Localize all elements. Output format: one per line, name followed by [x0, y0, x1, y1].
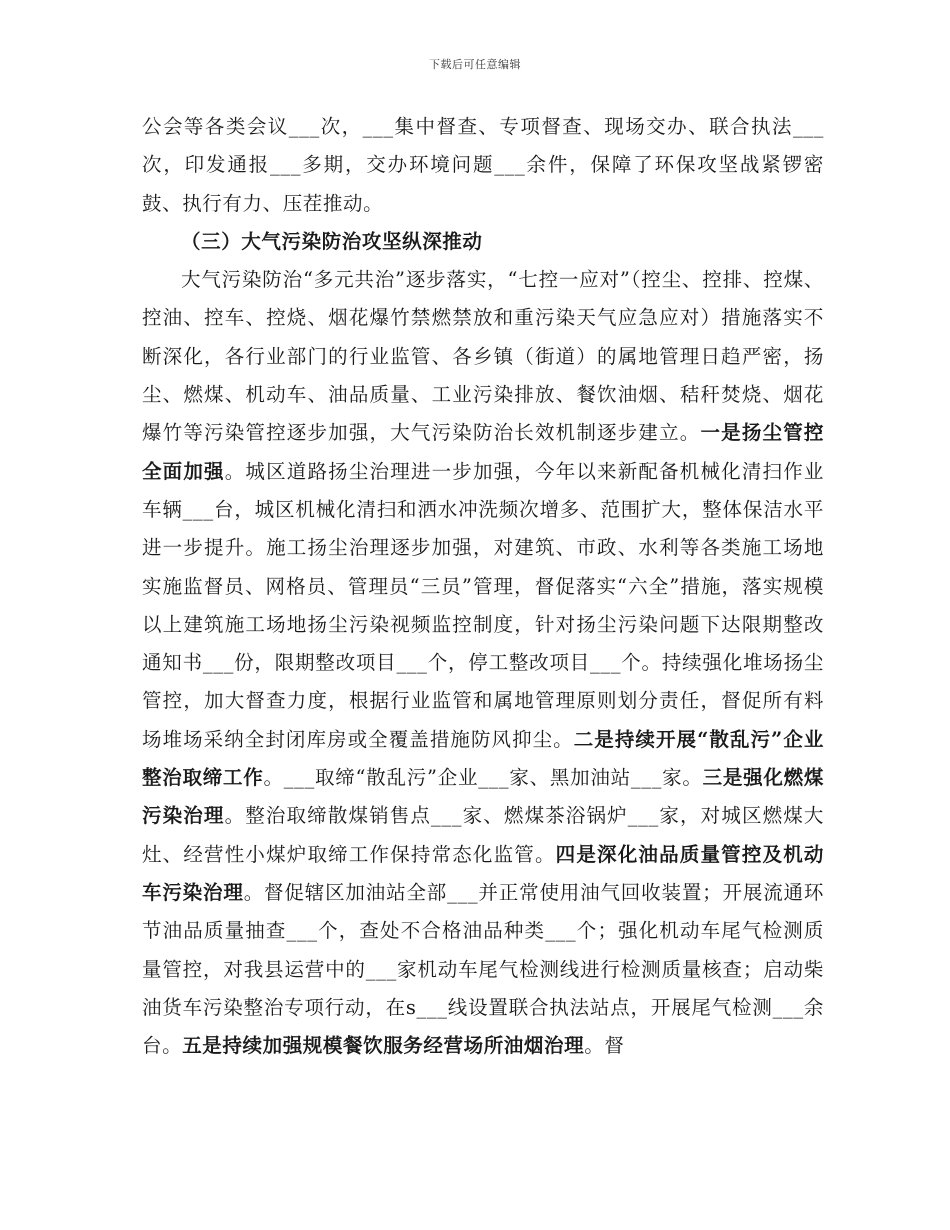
document-body — [142, 108, 824, 1065]
section-heading — [142, 223, 824, 261]
paragraph-air-pollution — [142, 261, 824, 1065]
text-segment: 大气污染防治“多元共治”逐步落实，“七控一应对”（控尘、控排、控煤、控油、控车、控烧、烟花爆竹禁燃禁放和重污染天气应急应对）措施落实不断深化，各行业部门的行业监管、各乡镇（街道）的属地管理日趋严密，扬尘、燃煤、机动车、油品质量、工业污染排放、餐饮油烟、秸秆焚烧、烟花爆竹等污染管控逐步加强，大气污染防治长效机制逐步建立。 — [142, 268, 824, 445]
heading-text: （三）大气污染防治攻坚纵深推动 — [181, 229, 483, 253]
text-segment: 。___取缔“散乱污”企业___家、黑加油站___家。 — [263, 766, 703, 790]
text-segment: 。整治取缔散煤销售点___家、燃煤茶浴锅炉___家，对城区燃煤大灶、经营性小煤炉取缔工作保持常态化监管。 — [142, 804, 825, 866]
bold-point-2: 二是持续开展“散乱污”企业整治取缔工作 — [142, 727, 824, 790]
text-segment: 。督 — [584, 1034, 625, 1058]
text-segment: 。城区道路扬尘治理进一步加强，今年以来新配备机械化清扫作业车辆___台，城区机械化清扫和洒水冲洗频次增多、范围扩大，整体保洁水平进一步提升。施工扬尘治理逐步加强，对建筑、市政、水利等各类施工场地实施监督员、网格员、管理员“三员”管理，督促落实“六全”措施，落实规模以上建筑施工场地扬尘污染视频监控制度，针对扬尘污染问题下达限期整改通知书___份，限期整改项目___个，停工整改项目___个。持续强化堆场扬尘管控，加大督查力度，根据行业监管和属地管理原则划分责任，督促所有料场堆场采纳全封闭库房或全覆盖措施防风抑尘。 — [142, 459, 825, 751]
bold-point-4: 四是深化油品质量管控及机动车污染治理 — [142, 842, 824, 904]
bold-point-1: 一是扬尘管控全面加强 — [142, 421, 824, 483]
bold-point-5: 五是持续加强规模餐饮服务经营场所油烟治理 — [182, 1034, 585, 1058]
text-segment: 。督促辖区加油站全部___并正常使用油气回收装置；开展流通环节油品质量抽查___个，查处不合格油品种类___个；强化机动车尾气检测质量管控，对我县运营中的___家机动车尾气检测线进行检测质量核查；启动柴油货车污染整治专项行动，在s___线设置联合执法站点，开展尾气检测___余台。 — [142, 880, 824, 1058]
paragraph-continuation — [142, 108, 824, 223]
page-header: 下载后可任意编辑 — [429, 58, 521, 71]
text-segment: 公会等各类会议___次，___集中督查、专项督查、现场交办、联合执法___次，印发通报___多期，交办环境问题___余件，保障了环保攻坚战紧锣密鼓、执行有力、压茬推动。 — [142, 115, 824, 215]
bold-point-3: 三是强化燃煤污染治理 — [142, 766, 825, 828]
